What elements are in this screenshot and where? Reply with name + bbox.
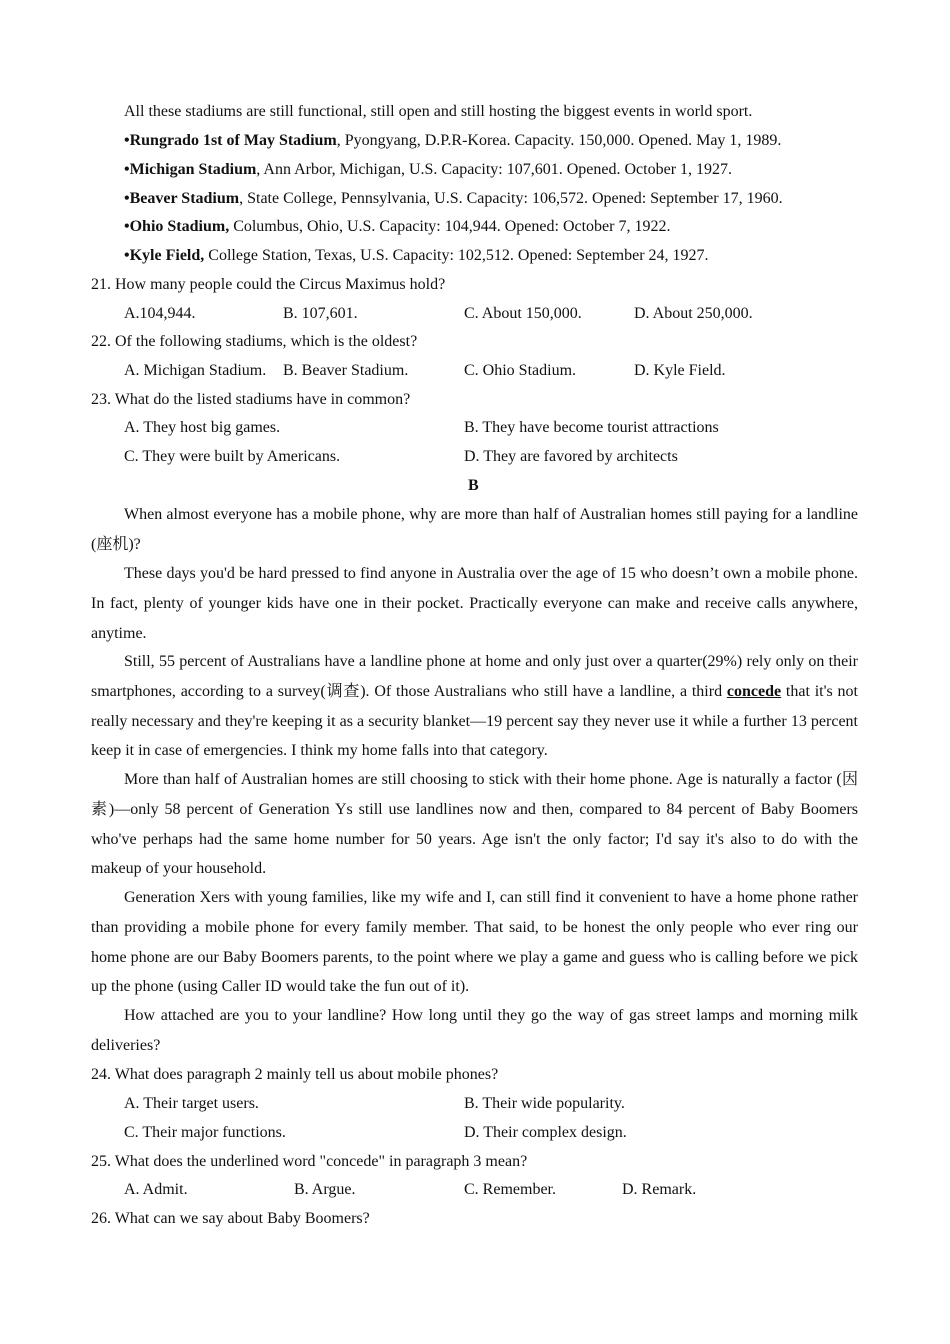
q21-option-b[interactable]: B. 107,601. [283,305,358,322]
question-22-stem: 22. Of the following stadiums, which is the oldest? [91,333,418,350]
stadium-item [124,131,781,151]
question-21-stem: 21. How many people could the Circus Maximus hold? [91,276,446,293]
q25-option-c[interactable]: C. Remember. [464,1181,556,1198]
question-26-stem: 26. What can we say about Baby Boomers? [91,1210,370,1227]
stadium-item [124,246,709,266]
q23-option-d[interactable]: D. They are favored by architects [464,448,678,465]
question-23-stem: 23. What do the listed stadiums have in common? [91,391,411,408]
stadium-details: , State College, Pennsylvania, U.S. Capacity: 106,572. Opened: September 17, 1960. [239,190,783,207]
section-heading: B [468,477,479,494]
stadium-details: , Pyongyang, D.P.R-Korea. Capacity. 150,000. Opened. May 1, 1989. [336,132,782,149]
q21-option-c[interactable]: C. About 150,000. [464,305,582,322]
q24-option-c[interactable]: C. Their major functions. [124,1124,286,1141]
stadium-name: •Kyle Field, [124,247,205,264]
passage-paragraph-3: Still, 55 percent of Australians have a landline phone at home and only just over a quarter(29%) rely only on their smartphones, according to a survey(调查). Of those Australians who still have a landline, a third concede that it's not really necessary and they're keeping it as a security blanket—19 percent say they never use it while a further 13 percent keep it in case of emergencies. I think my home falls into that category. [91,653,858,760]
stadium-name: •Ohio Stadium, [124,218,230,235]
underlined-word: concede [726,682,782,700]
q25-option-b[interactable]: B. Argue. [294,1181,356,1198]
q24-option-d[interactable]: D. Their complex design. [464,1124,627,1141]
question-25-stem: 25. What does the underlined word "concede" in paragraph 3 mean? [91,1153,528,1170]
q22-option-c[interactable]: C. Ohio Stadium. [464,362,577,379]
stadium-name: •Rungrado 1st of May Stadium [124,132,337,149]
question-24-stem: 24. What does paragraph 2 mainly tell us about mobile phones? [91,1066,499,1083]
passage-paragraph-5: Generation Xers with young families, like my wife and I, can still find it convenient to have a home phone rather than providing a mobile phone for every family member. That said, to be honest the only people who ever ring our home phone are our Baby Boomers parents, to the point where we play a game and guess who is calling before we pick up the phone (using Caller ID would take the fun out of it). [91,889,858,996]
q24-option-a[interactable]: A. Their target users. [124,1095,259,1112]
passage-paragraph-4: More than half of Australian homes are still choosing to stick with their home phone. Age is naturally a factor (因素)—only 58 percent of Generation Ys still use landlines now and then, compared to 84 percent of Baby Boomers who've perhaps had the same home number for 50 years. Age isn't the only factor; I'd say it's also to do with the makeup of your household. [91,771,858,878]
q23-option-a[interactable]: A. They host big games. [124,419,281,436]
passage-paragraph-2: These days you'd be hard pressed to find anyone in Australia over the age of 15 who doesn’t own a mobile phone. In fact, plenty of younger kids have one in their pocket. Practically everyone can make and receive calls anywhere, anytime. [91,565,858,642]
stadium-details: College Station, Texas, U.S. Capacity: 102,512. Opened: September 24, 1927. [204,247,709,264]
stadium-intro: All these stadiums are still functional, still open and still hosting the biggest events in world sport. [124,103,753,120]
q25-option-a[interactable]: A. Admit. [124,1181,188,1198]
stadium-details: Columbus, Ohio, U.S. Capacity: 104,944. Opened: October 7, 1922. [229,218,671,235]
q23-option-c[interactable]: C. They were built by Americans. [124,448,341,465]
stadium-item [124,217,670,237]
q22-option-b[interactable]: B. Beaver Stadium. [283,362,409,379]
stadium-name: •Michigan Stadium [124,161,257,178]
q25-option-d[interactable]: D. Remark. [622,1181,697,1198]
q23-option-b[interactable]: B. They have become tourist attractions [464,419,719,436]
q21-option-d[interactable]: D. About 250,000. [634,305,753,322]
q22-option-a[interactable]: A. Michigan Stadium. [124,362,267,379]
q21-option-a[interactable]: A.104,944. [124,305,196,322]
stadium-details: , Ann Arbor, Michigan, U.S. Capacity: 107,601. Opened. October 1, 1927. [256,161,733,178]
stadium-item [124,189,783,209]
stadium-item [124,160,732,180]
q24-option-b[interactable]: B. Their wide popularity. [464,1095,625,1112]
passage-paragraph-6: How attached are you to your landline? How long until they go the way of gas street lamps and morning milk deliveries? [91,1007,858,1054]
q22-option-d[interactable]: D. Kyle Field. [634,362,726,379]
stadium-name: •Beaver Stadium [124,190,240,207]
passage-paragraph-1: When almost everyone has a mobile phone, why are more than half of Australian homes still paying for a landline (座机)? [91,506,858,553]
